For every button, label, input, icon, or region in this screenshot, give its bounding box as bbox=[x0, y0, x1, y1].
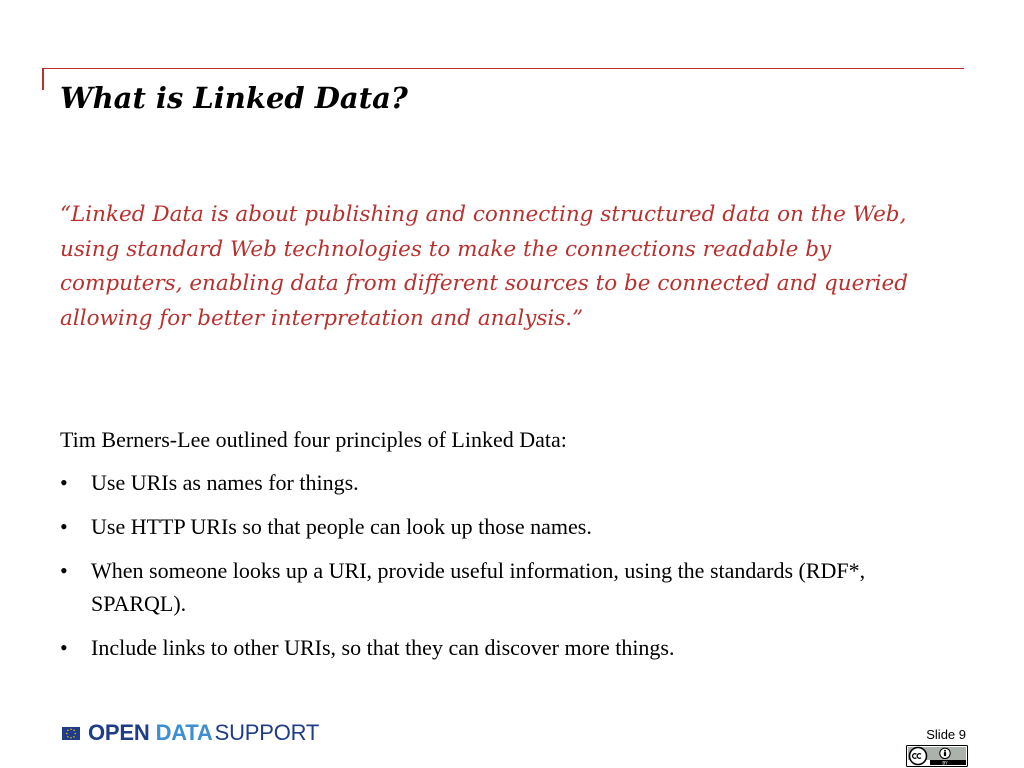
principle-text: Use HTTP URIs so that people can look up those names. bbox=[91, 514, 592, 539]
logo-wordmark bbox=[88, 718, 319, 748]
principles-intro: Tim Berners-Lee outlined four principles of Linked Data: bbox=[60, 427, 567, 452]
header-rule-tick bbox=[42, 68, 44, 90]
principle-item bbox=[60, 466, 940, 499]
eu-flag-icon bbox=[62, 727, 80, 740]
bullet-marker: • bbox=[60, 558, 68, 583]
cc-by-label: BY bbox=[942, 760, 948, 766]
slide-title: What is Linked Data? bbox=[60, 81, 408, 115]
principle-text: Use URIs as names for things. bbox=[91, 470, 359, 495]
slide-number: Slide 9 bbox=[926, 727, 966, 742]
linked-data-quote: “Linked Data is about publishing and connecting structured data on the Web, using standard Web technologies to make the connections readable by computers, enabling data from different sources to be connected and queried allowing for better interpretation and analysis.” bbox=[60, 202, 908, 331]
principle-text: Include links to other URIs, so that they can discover more things. bbox=[91, 635, 675, 660]
principles-list bbox=[60, 466, 940, 675]
principle-item bbox=[60, 631, 940, 664]
open-data-support-logo bbox=[62, 718, 319, 748]
header-rule bbox=[42, 68, 964, 69]
principle-text: When someone looks up a URI, provide useful information, using the standards (RDF*, SPARQL). bbox=[91, 558, 866, 616]
logo-word-data: DATA bbox=[155, 720, 213, 745]
logo-word-support: SUPPORT bbox=[214, 720, 320, 745]
cc-by-icon bbox=[906, 745, 968, 767]
bullet-marker: • bbox=[60, 514, 68, 539]
bullet-marker: • bbox=[60, 470, 68, 495]
logo-word-open: OPEN bbox=[88, 720, 150, 745]
principle-item bbox=[60, 510, 940, 543]
bullet-marker: • bbox=[60, 635, 68, 660]
principle-item bbox=[60, 554, 940, 620]
